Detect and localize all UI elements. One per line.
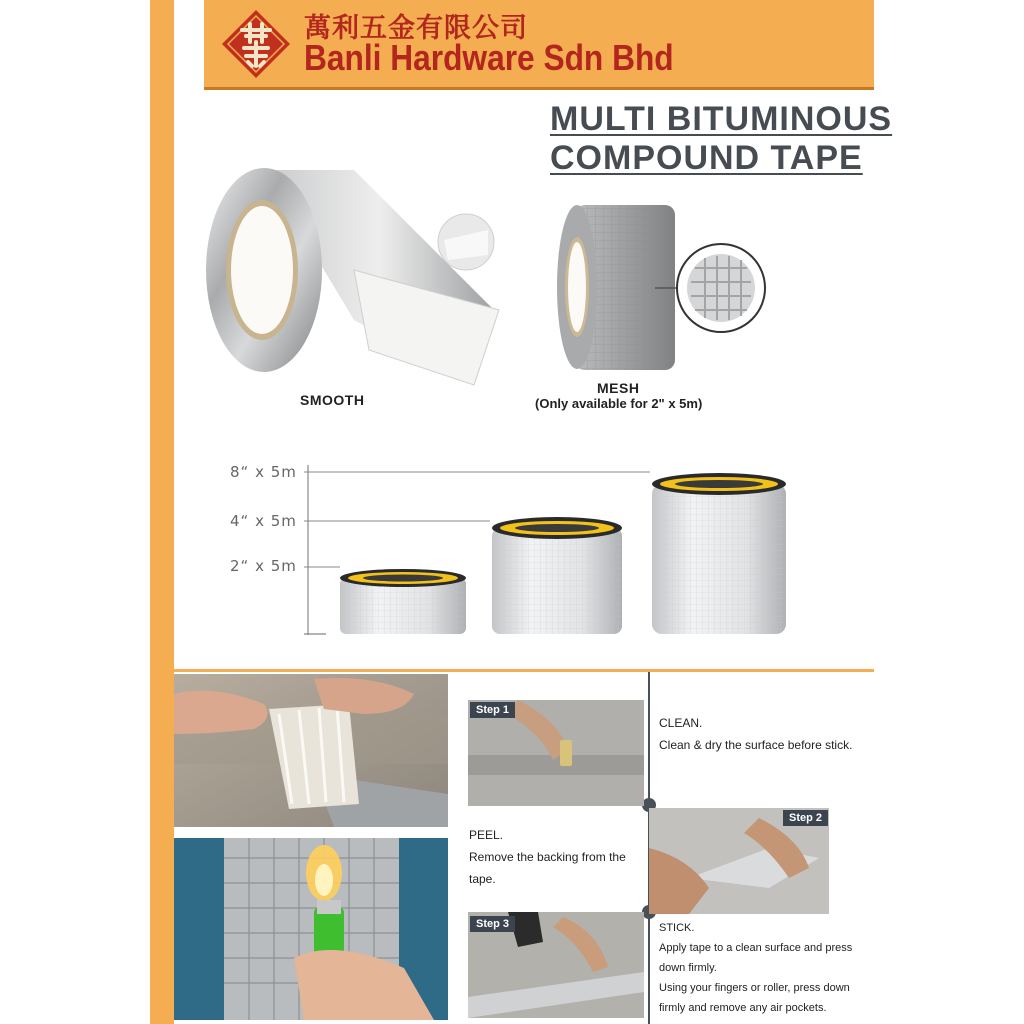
fire-resistance-demo-photo [174, 838, 448, 1020]
step3-badge: Step 3 [470, 916, 515, 932]
company-chinese-name: 萬利五金有限公司 [304, 13, 528, 44]
step2-line-1: Remove the backing from the [469, 850, 626, 864]
step3-line-4: firmly and remove any air pockets. [659, 1002, 827, 1014]
size-label-4in: 4“ x 5m [230, 512, 297, 530]
page-title [550, 100, 892, 178]
side-accent-bar [150, 0, 174, 1024]
step1-text [659, 712, 852, 756]
mesh-tape-photo [555, 200, 770, 375]
step1-line-1: Clean & dry the surface before stick. [659, 738, 853, 752]
title-line-2: COMPOUND TAPE [550, 139, 863, 177]
step2-badge: Step 2 [783, 810, 828, 826]
mesh-label: MESH [597, 380, 640, 396]
smooth-label: SMOOTH [300, 392, 365, 408]
size-label-8in: 8“ x 5m [230, 463, 297, 481]
size-label-2in: 2“ x 5m [230, 557, 297, 575]
step3-line-2: down firmly. [659, 962, 717, 974]
mesh-note: (Only available for 2" x 5m) [535, 396, 703, 411]
section-divider [174, 669, 874, 672]
step3-heading: STICK. [659, 922, 695, 934]
step2-line-2: tape. [469, 872, 496, 886]
header-banner [204, 0, 874, 90]
company-name: Banli Hardware Sdn Bhd [304, 37, 674, 78]
step3-line-1: Apply tape to a clean surface and press [659, 942, 853, 954]
step3-line-3: Using your fingers or roller, press down [659, 982, 850, 994]
step1-badge: Step 1 [470, 702, 515, 718]
step2-text [469, 824, 626, 890]
step3-text [659, 918, 852, 1018]
step2-heading: PEEL. [469, 828, 504, 842]
tape-peel-demo-photo [174, 674, 448, 827]
banli-logo-icon [220, 8, 292, 80]
size-comparison-graphic [300, 460, 800, 645]
step1-heading: CLEAN. [659, 716, 703, 730]
title-line-1: MULTI BITUMINOUS [550, 100, 893, 138]
smooth-tape-photo [204, 160, 504, 390]
